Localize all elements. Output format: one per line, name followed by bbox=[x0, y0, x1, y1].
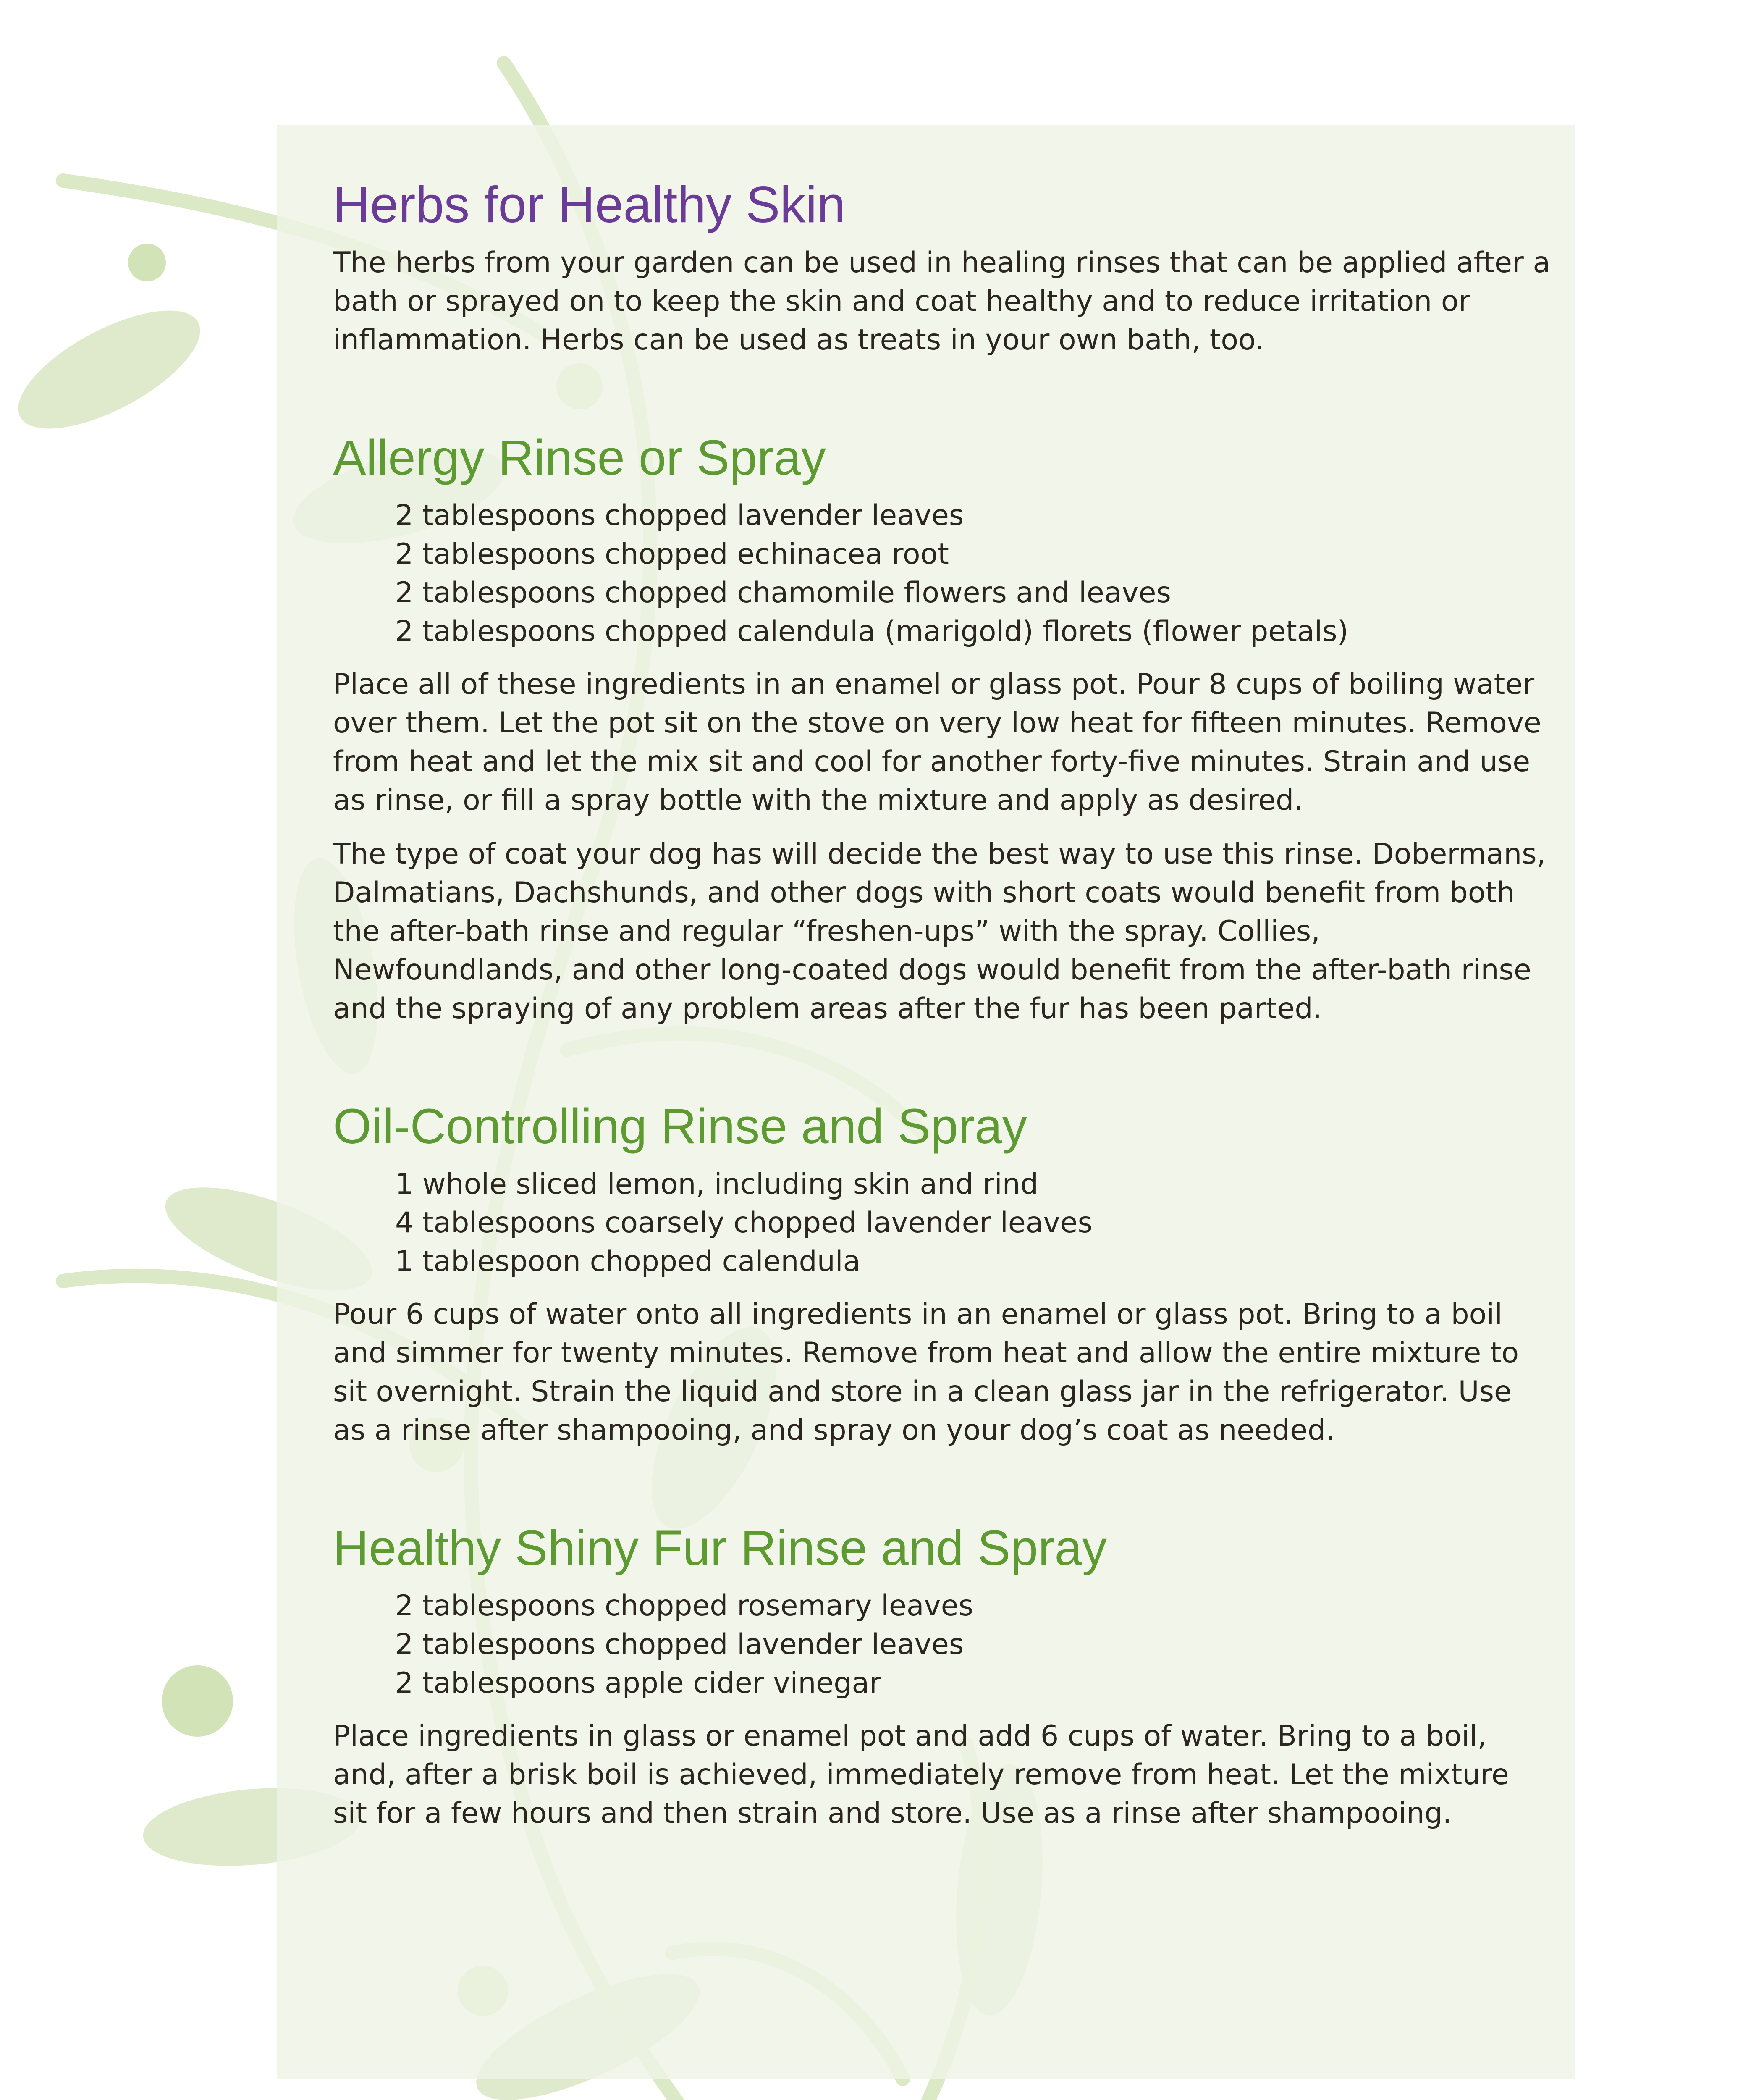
ingredient-item: 2 tablespoons apple cider vinegar bbox=[395, 1666, 881, 1700]
ingredient-item: 1 whole sliced lemon, including skin and rind bbox=[395, 1167, 1039, 1201]
recipe-notes: The type of coat your dog has will decide the best way to use this rinse. Dobermans, Dalmatians, Dachshunds, and other dogs with short coats would benefit from both the after-bath rinse and regular “freshen-ups” with the spray. Collies, Newfoundlands, and other long-coated dogs would benefit from the after-bath rinse and the spraying of any problem areas after the fur has been parted. bbox=[333, 837, 1546, 1025]
ingredient-item: 2 tablespoons chopped lavender leaves bbox=[395, 499, 964, 532]
recipe-instructions: Place all of these ingredients in an enamel or glass pot. Pour 8 cups of boiling water over them. Let the pot sit on the stove on very low heat for fifteen minutes. Remove from heat and let the mix sit and cool for another forty-five minutes. Strain and use as rinse, or fill a spray bottle with the mixture and apply as desired. bbox=[333, 667, 1541, 817]
recipe-instructions: Place ingredients in glass or enamel pot and add 6 cups of water. Bring to a boil, and, after a brisk boil is achieved, immediately remove from heat. Let the mixture sit for a few hours and then strain and store. Use as a rinse after shampooing. bbox=[333, 1719, 1509, 1830]
ingredient-item: 2 tablespoons chopped rosemary leaves bbox=[395, 1589, 974, 1622]
ingredient-item: 2 tablespoons chopped lavender leaves bbox=[395, 1628, 964, 1661]
recipe-oil-controlling-rinse bbox=[333, 1100, 1551, 1450]
ingredient-list bbox=[333, 1165, 1551, 1281]
recipe-title: Allergy Rinse or Spray bbox=[333, 430, 826, 486]
ingredient-item: 4 tablespoons coarsely chopped lavender leaves bbox=[395, 1206, 1093, 1239]
ingredient-item: 2 tablespoons chopped chamomile flowers and leaves bbox=[395, 576, 1171, 609]
ingredient-item: 1 tablespoon chopped calendula bbox=[395, 1244, 861, 1278]
ingredient-list bbox=[333, 1587, 1551, 1703]
ingredient-item: 2 tablespoons chopped echinacea root bbox=[395, 537, 949, 571]
recipe-healthy-shiny-fur-rinse bbox=[333, 1521, 1551, 1833]
recipe-instructions: Pour 6 cups of water onto all ingredients in an enamel or glass pot. Bring to a boil and simmer for twenty minutes. Remove from heat and allow the entire mixture to sit overnight. Strain the liquid and store in a clean glass jar in the refrigerator. Use as a rinse after shampooing, and spray on your dog’s coat as needed. bbox=[333, 1297, 1519, 1447]
ingredient-list bbox=[333, 496, 1551, 651]
page-title: Herbs for Healthy Skin bbox=[333, 176, 846, 233]
recipe-allergy-rinse bbox=[333, 431, 1551, 1028]
recipe-title: Oil-Controlling Rinse and Spray bbox=[333, 1098, 1027, 1154]
ingredient-item: 2 tablespoons chopped calendula (marigold) florets (flower petals) bbox=[395, 614, 1349, 648]
recipe-title: Healthy Shiny Fur Rinse and Spray bbox=[333, 1520, 1107, 1576]
intro-paragraph: The herbs from your garden can be used in healing rinses that can be applied after a bath or sprayed on to keep the skin and coat healthy and to reduce irritation or inflammation. Herbs can be used as treats in your own bath, too. bbox=[333, 246, 1551, 357]
article bbox=[333, 176, 1551, 1833]
